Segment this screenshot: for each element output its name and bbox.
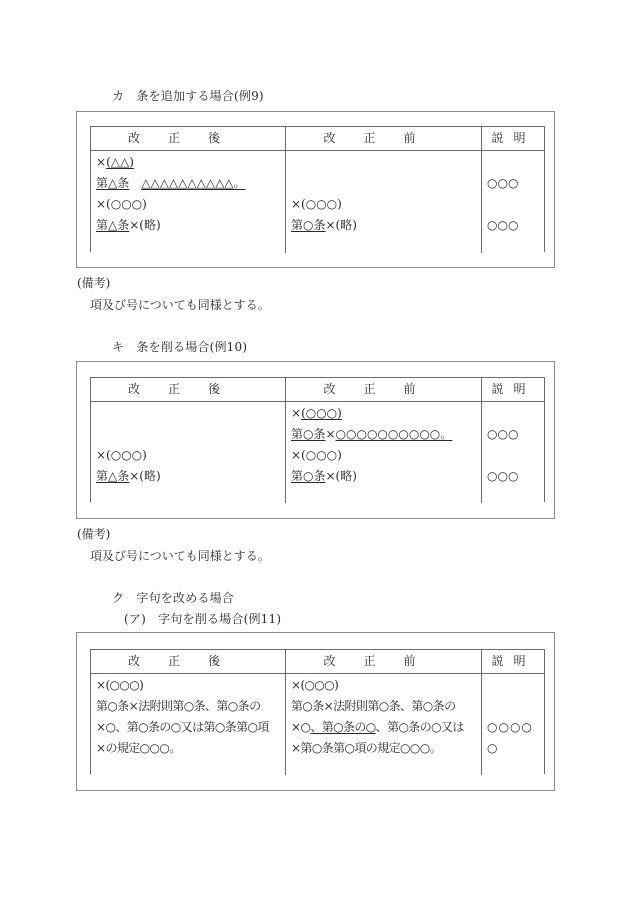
header-before: 改正前 xyxy=(323,382,444,396)
explanation-column xyxy=(487,152,543,236)
text-line: ×(○○○) xyxy=(96,678,144,692)
explanation-text: ○○○ xyxy=(487,176,519,190)
explanation-text: ○○○ xyxy=(487,469,519,483)
header-explanation: 説明 xyxy=(491,654,536,668)
section-ki-frame xyxy=(76,361,555,519)
header-explanation: 説明 xyxy=(491,131,536,145)
text-line: 第○条×(略) xyxy=(291,469,357,483)
text-line: 第○条×(略) xyxy=(291,218,357,232)
text-line: 第○条×○○○○○○○○○○。 xyxy=(291,427,453,441)
text-line: ×第○条第○項の規定○○○。 xyxy=(291,741,442,755)
section-ka-frame xyxy=(76,111,555,268)
comparison-table xyxy=(90,377,545,502)
header-explanation: 説明 xyxy=(491,382,536,396)
note-label: (備考) xyxy=(77,276,111,290)
note-text: 項及び号についても同様とする。 xyxy=(90,298,270,312)
before-column xyxy=(291,403,479,487)
header-after: 改正後 xyxy=(127,131,248,145)
column-divider xyxy=(285,127,286,253)
subsection-heading-a: (ア) 字句を削る場合(例11) xyxy=(124,612,282,626)
explanation-column xyxy=(487,675,545,759)
text-line: ×(○○○) xyxy=(291,678,339,692)
text-line: ×(○○○) xyxy=(291,406,342,420)
note-text: 項及び号についても同様とする。 xyxy=(90,549,270,563)
text-line: ×○、第○条の○、第○条の○又は xyxy=(291,720,464,734)
section-heading-ki: キ 条を削る場合(例10) xyxy=(112,340,248,354)
explanation-text: ○○○ xyxy=(487,218,519,232)
after-column xyxy=(96,152,284,236)
text-line: 第○条×法附則第○条、第○条の xyxy=(291,699,456,713)
column-divider xyxy=(481,127,482,253)
text-line: ×○、第○条の○又は第○条第○項 xyxy=(96,720,269,734)
text-line: 第△条×(略) xyxy=(96,218,161,232)
column-divider xyxy=(285,378,286,503)
text-line: 第△条×(略) xyxy=(96,469,161,483)
column-divider xyxy=(481,378,482,503)
after-column xyxy=(96,675,284,759)
table-header xyxy=(91,378,544,402)
table-header xyxy=(91,127,544,151)
header-before: 改正前 xyxy=(323,654,444,668)
before-column xyxy=(291,152,479,236)
explanation-text: ○ xyxy=(487,741,499,755)
text-line: 第△条 △△△△△△△△△△。 xyxy=(96,176,246,190)
comparison-table xyxy=(90,649,545,774)
note-label: (備考) xyxy=(77,527,111,541)
after-column xyxy=(96,403,284,487)
comparison-table xyxy=(90,126,545,252)
explanation-text: ○○○ xyxy=(487,427,519,441)
section-heading-ka: カ 条を追加する場合(例9) xyxy=(112,89,264,103)
text-line: ×の規定○○○。 xyxy=(96,741,181,755)
before-column xyxy=(291,675,479,759)
column-divider xyxy=(285,650,286,775)
section-heading-ku: ク 字句を改める場合 xyxy=(112,591,235,605)
text-line: ×(○○○) xyxy=(96,197,147,211)
header-after: 改正後 xyxy=(127,382,248,396)
header-before: 改正前 xyxy=(323,131,444,145)
text-line: ×(○○○) xyxy=(96,448,147,462)
explanation-text: ○○○○ xyxy=(487,720,533,734)
text-line: ×(○○○) xyxy=(291,197,342,211)
header-after: 改正後 xyxy=(127,654,248,668)
explanation-column xyxy=(487,403,543,487)
text-line: 第○条×法附則第○条、第○条の xyxy=(96,699,261,713)
text-line: ×(○○○) xyxy=(291,448,342,462)
table-header xyxy=(91,650,544,674)
column-divider xyxy=(481,650,482,775)
text-line: ×(△△) xyxy=(96,155,134,169)
section-ku-frame xyxy=(76,632,555,791)
